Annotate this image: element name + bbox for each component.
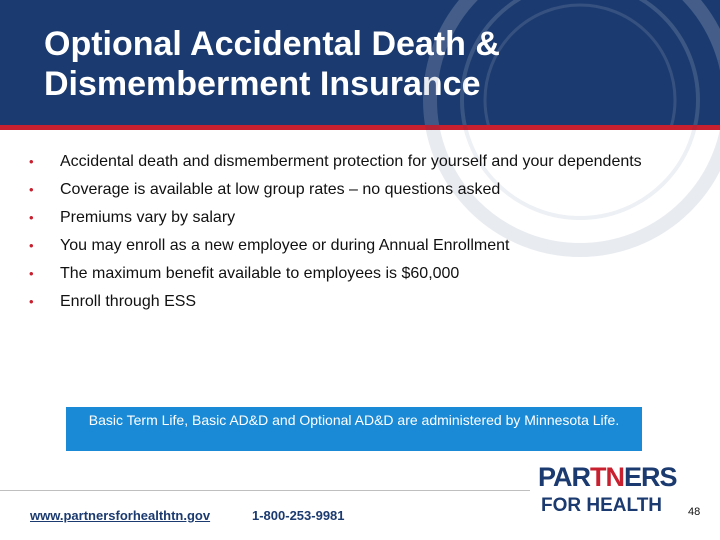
website-link[interactable]: www.partnersforhealthtn.gov: [30, 508, 211, 523]
bullet-text: Accidental death and dismemberment protection for yourself and your dependents: [60, 153, 642, 170]
bullet-icon: •: [29, 182, 34, 197]
bullet-text: You may enroll as a new employee or during Annual Enrollment: [60, 237, 510, 254]
bullet-text: Coverage is available at low group rates – no questions asked: [60, 181, 501, 198]
bullet-item: [26, 180, 646, 199]
bullet-item: [26, 236, 646, 255]
bullet-icon: •: [29, 238, 34, 253]
bullet-item: [26, 292, 646, 311]
administrator-notice: Basic Term Life, Basic AD&D and Optional AD&D are administered by Minnesota Life.: [66, 407, 642, 451]
logo-wordmark: [538, 462, 677, 492]
bullet-icon: •: [29, 154, 34, 169]
bullet-text: The maximum benefit available to employees is $60,000: [60, 265, 460, 282]
logo-part1: PAR: [538, 462, 591, 492]
bullet-item: [26, 208, 646, 227]
bullet-list: [26, 152, 646, 320]
phone-number: 1-800-253-9981: [252, 508, 345, 523]
page-number: 48: [688, 506, 701, 518]
logo-part2: ERS: [624, 462, 677, 492]
logo-tn: TN: [590, 462, 625, 492]
slide-title: Optional Accidental Death & Dismemberment Insurance: [44, 25, 500, 103]
footer-divider: [0, 490, 530, 491]
bullet-item: [26, 152, 646, 171]
partners-for-health-logo: [538, 462, 677, 520]
bullet-icon: •: [29, 266, 34, 281]
bullet-icon: •: [29, 294, 34, 309]
bullet-text: Enroll through ESS: [60, 293, 197, 310]
bullet-item: [26, 264, 646, 283]
logo-tagline: FOR HEALTH: [541, 495, 663, 516]
bullet-icon: •: [29, 210, 34, 225]
bullet-text: Premiums vary by salary: [60, 209, 236, 226]
